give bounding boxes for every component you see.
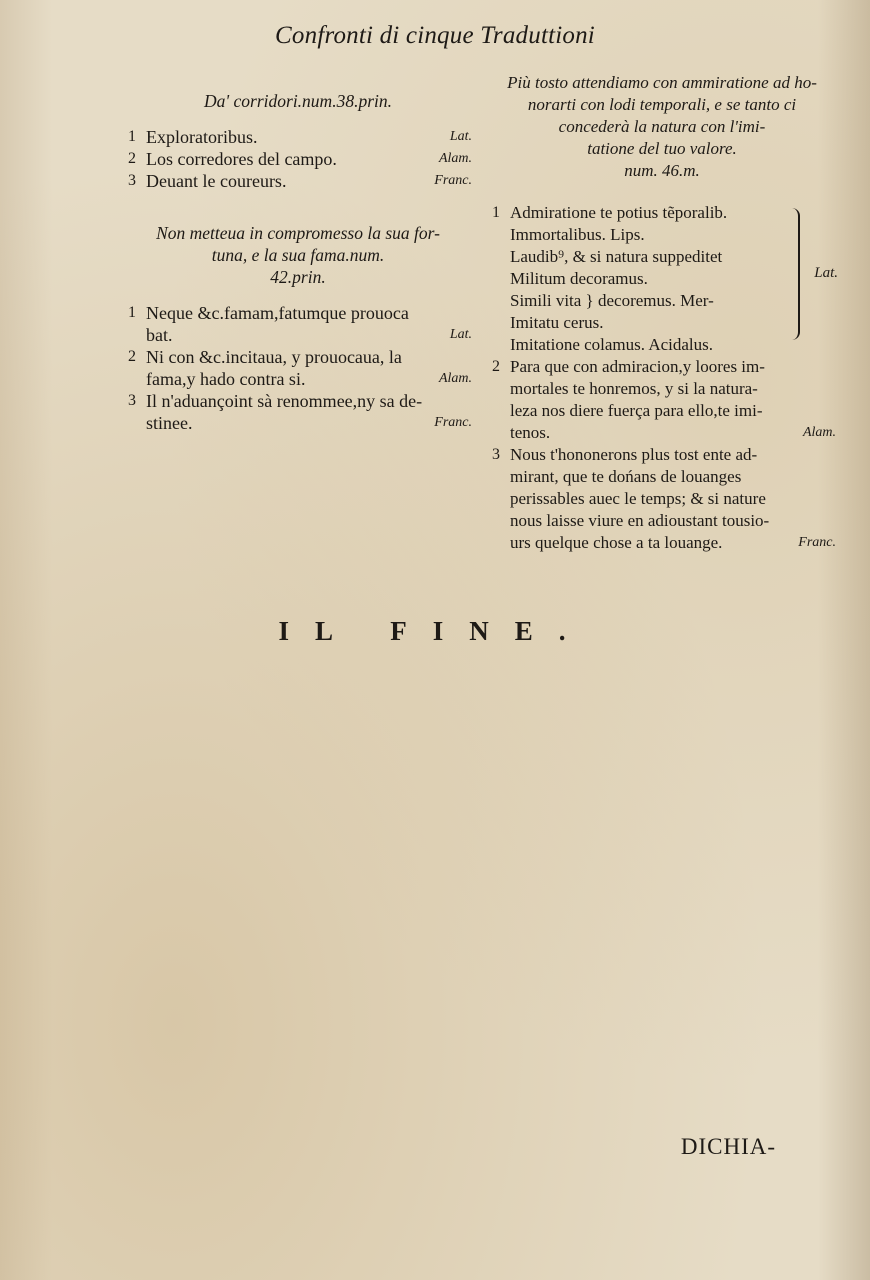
translation-item: [122, 170, 474, 192]
item-line: Ni con &c.incitaua, y prouocaua, la: [146, 347, 402, 367]
language-tag: Franc.: [798, 535, 836, 550]
translation-item: [122, 390, 474, 434]
heading-line: num. 46.m.: [624, 161, 700, 180]
item-line: Immortalibus. Lips.: [510, 225, 645, 244]
language-tag: Lat.: [449, 129, 472, 144]
language-tag: Alam.: [802, 425, 836, 440]
language-tag: Alam.: [438, 151, 472, 166]
language-tag: Alam.: [438, 371, 472, 386]
translation-item: [486, 444, 838, 554]
item-line: Il n'aduançoint sà renommee,ny sa de-: [146, 391, 423, 411]
item-line: bat.: [146, 325, 173, 345]
language-tag: Lat.: [449, 327, 472, 342]
item-text: Los corredores del campo.: [146, 149, 337, 169]
item-line: urs quelque chose a ta louange.: [510, 533, 723, 552]
translation-item: [122, 302, 474, 346]
item-number: 3: [128, 172, 136, 189]
item-number: 2: [492, 358, 500, 375]
heading-line: tatione del tuo valore.: [587, 139, 737, 158]
right-column: [486, 72, 838, 554]
language-tag: Franc.: [434, 173, 472, 188]
heading-line: Non metteua in compromesso la sua for-: [156, 223, 440, 243]
section-heading: [486, 72, 838, 182]
item-line: Neque &c.famam,fatumque prouoca: [146, 303, 409, 323]
language-tag: Lat.: [814, 265, 838, 281]
item-text: Deuant le coureurs.: [146, 171, 287, 191]
item-line: fama,y hado contra si.: [146, 369, 306, 389]
left-section-2: [122, 222, 474, 434]
item-number: 3: [492, 446, 500, 463]
heading-line: 42.prin.: [270, 267, 326, 287]
item-number: 1: [492, 204, 500, 221]
left-column: [122, 72, 474, 456]
translation-item: [122, 126, 474, 148]
language-tag: Franc.: [434, 415, 472, 430]
page-title: Confronti di cinque Traduttioni: [275, 22, 595, 49]
item-line: Militum decoramus.: [510, 269, 648, 288]
item-line: mortales te honremos, y si la natura-: [510, 379, 758, 398]
translation-item: [486, 356, 838, 444]
heading-line: tuna, e la sua fama.num.: [211, 245, 385, 265]
bracket-mark: [788, 208, 800, 340]
catchword: DICHIA-: [680, 1134, 776, 1159]
item-text: Exploratoribus.: [146, 127, 258, 147]
translation-item: [122, 346, 474, 390]
item-line: Para que con admiracion,y loores im-: [510, 357, 765, 376]
item-number: 3: [128, 392, 136, 409]
section-heading: [122, 222, 474, 288]
item-line: Nous t'hononerons plus tost ente ad-: [510, 445, 758, 464]
item-number: 1: [128, 304, 136, 321]
item-line: Admiratione te potius tẽporalib.: [510, 203, 728, 222]
item-line: Laudib⁹, & si natura suppeditet: [510, 247, 723, 266]
section-heading: Da' corridori.num.38.prin.: [204, 91, 392, 111]
item-number: 1: [128, 128, 136, 145]
item-line: Imitatu cerus.: [510, 313, 604, 332]
item-line: tenos.: [510, 423, 551, 442]
item-line: mirant, que te dońans de louanges: [510, 467, 742, 486]
item-number: 2: [128, 348, 136, 365]
item-line: Simili vita } decoremus. Mer-: [510, 291, 714, 310]
translation-item: [486, 202, 838, 356]
item-number: 2: [128, 150, 136, 167]
item-line: perissables auec le temps; & si nature: [510, 489, 766, 508]
heading-line: norarti con lodi temporali, e se tanto ci: [527, 95, 797, 114]
heading-line: Più tosto attendiamo con ammiratione ad ho-: [507, 73, 817, 92]
item-line: Imitatione colamus. Acidalus.: [510, 335, 714, 354]
left-section-1: [122, 90, 474, 192]
translation-item: [122, 148, 474, 170]
item-line: nous laisse viure en adioustant tousio-: [510, 511, 770, 530]
item-line: stinee.: [146, 413, 193, 433]
item-line: leza nos diere fuerça para ello,te imi-: [510, 401, 763, 420]
end-marker: IL FINE.: [278, 616, 592, 646]
heading-line: concederà la natura con l'imi-: [558, 117, 766, 136]
